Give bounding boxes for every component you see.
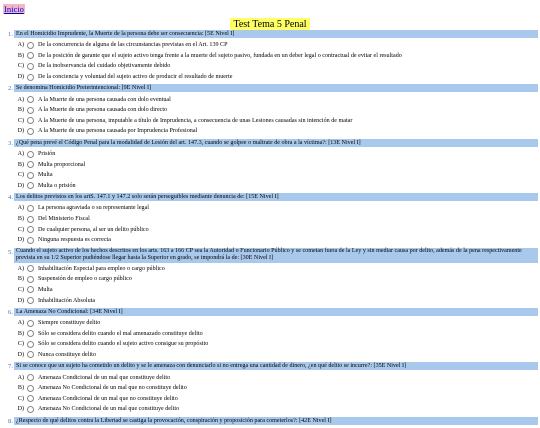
answer-option[interactable]: [0, 116, 540, 127]
option-label: A la Muerte de una persona, imputable a título de Imprudencia, a consecuencia de unas Lesiones causadas sin intención de matar: [38, 117, 353, 124]
question-number: 8.: [8, 417, 13, 425]
option-letter: A): [17, 42, 24, 49]
option-letter: B): [17, 330, 24, 337]
option-letter: A): [17, 151, 24, 158]
question-4: [0, 193, 540, 245]
radio-button[interactable]: [27, 226, 34, 233]
option-label: Prisión: [38, 151, 56, 158]
question-text-bar: [14, 139, 538, 147]
answer-option[interactable]: [0, 328, 540, 339]
options-list: [0, 318, 540, 360]
answer-option[interactable]: [0, 105, 540, 116]
radio-button[interactable]: [27, 52, 34, 59]
option-label: Siempre constituye delito: [38, 320, 101, 327]
answer-option[interactable]: [0, 295, 540, 306]
radio-button[interactable]: [27, 63, 34, 70]
question-text: ¿Qué pena prevé el Código Penal para la modalidad de Lesión del art. 147.3, cuando se golpee o maltrate de obra a la víctima?: [13E Nivel I]: [16, 139, 361, 146]
radio-button[interactable]: [27, 351, 34, 358]
option-label: A la Muerte de una persona causada con dolo eventual: [38, 96, 171, 103]
question-text: Si se conoce que un sujeto ha cometido un delito y se le amenaza con denunciarlo si no entrega una cantidad de dinero, ¿en qué delito se incurre?: [35E Nivel I]: [16, 363, 407, 370]
answer-option[interactable]: [0, 181, 540, 192]
option-label: Amenaza No Condicional de un mal que constituye delito: [38, 406, 180, 413]
option-label: Multa: [38, 172, 53, 179]
options-list: [0, 40, 540, 82]
option-letter: D): [17, 237, 24, 244]
option-label: De la concurrencia de alguna de las circunstancias previstas en el Art. 139 CP: [38, 42, 228, 49]
radio-button[interactable]: [27, 237, 34, 244]
option-label: Multa proporcional: [38, 161, 86, 168]
option-label: Amenaza Condicional de un mal que no constituye delito: [38, 395, 178, 402]
answer-option[interactable]: [0, 264, 540, 275]
radio-button[interactable]: [27, 42, 34, 49]
radio-button[interactable]: [27, 374, 34, 381]
answer-option[interactable]: [0, 285, 540, 296]
question-header: [2, 30, 538, 39]
options-list: [0, 94, 540, 136]
option-letter: A): [17, 265, 24, 272]
answer-option[interactable]: [0, 339, 540, 350]
radio-button[interactable]: [27, 74, 34, 81]
question-number: 7.: [8, 363, 13, 371]
question-text: Los delitos previstos en los artS. 147.1 y 147.2 solo serán perseguibles mediante denuncia de: [15E Nivel I]: [16, 194, 279, 201]
answer-option[interactable]: [0, 224, 540, 235]
option-letter: C): [17, 226, 24, 233]
option-label: Sólo se considera delito cuando el sujeto activo consigue su propósito: [38, 341, 209, 348]
answer-option[interactable]: [0, 372, 540, 383]
option-letter: C): [17, 172, 24, 179]
option-letter: D): [17, 351, 24, 358]
radio-button[interactable]: [27, 107, 34, 114]
answer-option[interactable]: [0, 235, 540, 246]
option-letter: C): [17, 63, 24, 70]
question-text: Cuando el sujeto activo de los hechos descritos en los arts. 163 a 166 CP sea la Autoridad o Funcionario Público y se cometan fuera de la Ley y sin mediar causa por delito, además de la pena respectivamente prevista en su 1/2 Superior pudiéndose llegar hasta la Superior en grado, se impondrá la de: [30E Nivel I]: [16, 247, 522, 261]
answer-option[interactable]: [0, 51, 540, 62]
radio-button[interactable]: [27, 216, 34, 223]
options-list: [0, 149, 540, 191]
options-list: [0, 203, 540, 245]
options-list: [0, 264, 540, 306]
radio-button[interactable]: [27, 406, 34, 413]
question-2: [0, 84, 540, 136]
question-text: La Amenaza No Condicional: [34E Nivel I]: [16, 308, 123, 315]
answer-option[interactable]: [0, 149, 540, 160]
radio-button[interactable]: [27, 395, 34, 402]
question-header: [2, 417, 538, 426]
answer-option[interactable]: [0, 383, 540, 394]
option-label: Amenaza No Condicional de un mal que no constituye delito: [38, 385, 187, 392]
question-number: 6.: [8, 308, 13, 316]
option-label: Inhabilitación Especial para empleo o cargo público: [38, 265, 165, 272]
option-letter: B): [17, 385, 24, 392]
option-letter: D): [17, 128, 24, 135]
question-text: En el Homicidio Imprudente, la Muerte de la persona debe ser consecuencia: [5E Nivel I]: [16, 31, 235, 37]
option-label: Del Ministerio Fiscal: [38, 216, 90, 223]
option-label: De la conciencia y voluntad del sujeto activo de producir el resultado de muerte: [38, 74, 233, 81]
option-letter: D): [17, 297, 24, 304]
radio-button[interactable]: [27, 385, 34, 392]
option-label: A la Muerte de una persona causada con dolo directo: [38, 107, 168, 114]
option-label: Nunca constituye delito: [38, 351, 96, 358]
question-3: [0, 139, 540, 191]
option-letter: B): [17, 52, 24, 59]
answer-option[interactable]: [0, 214, 540, 225]
option-letter: D): [17, 182, 24, 189]
question-header: [2, 248, 538, 263]
option-letter: A): [17, 205, 24, 212]
option-label: De la posición de garante que el sujeto activo tenga frente a la muerte del sujeto pasivo, fundada en un deber legal o contractual de evitar el resultado: [38, 52, 402, 59]
answer-option[interactable]: [0, 318, 540, 329]
option-label: A la Muerte de una persona causada por Imprudencia Profesional: [38, 128, 198, 135]
answer-option[interactable]: [0, 274, 540, 285]
question-text-bar: [14, 30, 538, 38]
option-label: Ninguna respuesta es correcta: [38, 237, 111, 244]
option-label: Sólo se considera delito cuando el mal amenazado constituye delito: [38, 330, 203, 337]
option-letter: B): [17, 276, 24, 283]
radio-button[interactable]: [27, 320, 34, 327]
question-number: 4.: [8, 194, 13, 202]
question-header: [2, 362, 538, 371]
question-text-bar: [14, 248, 538, 263]
question-text-bar: [14, 308, 538, 316]
question-text: ¿Respecto de qué delitos contra la Libertad se castiga la provocación, conspiración y proposición para cometerlos?: [42E Nivel I]: [16, 417, 332, 424]
question-text: Se denomina Homicidio Preterintencional: [9E Nivel I]: [16, 85, 152, 92]
option-label: Multa: [38, 286, 53, 293]
option-label: Amenaza Condicional de un mal que constituye delito: [38, 374, 171, 381]
option-label: La persona agraviada o su representante legal: [38, 205, 149, 212]
answer-option[interactable]: [0, 393, 540, 404]
page-title: Test Tema 5 Penal: [230, 18, 309, 32]
radio-button[interactable]: [27, 128, 34, 135]
option-label: De cualquier persona, al ser un delito público: [38, 226, 149, 233]
answer-option[interactable]: [0, 61, 540, 72]
option-letter: D): [17, 74, 24, 81]
question-8: [0, 417, 540, 426]
option-letter: B): [17, 107, 24, 114]
quiz-list: [0, 30, 540, 428]
radio-button[interactable]: [27, 205, 34, 212]
question-header: [2, 84, 538, 93]
question-1: [0, 30, 540, 82]
question-header: [2, 308, 538, 317]
question-5: [0, 248, 540, 306]
answer-option[interactable]: [0, 126, 540, 137]
radio-button[interactable]: [27, 161, 34, 168]
option-letter: B): [17, 161, 24, 168]
answer-option[interactable]: [0, 203, 540, 214]
question-number: 5.: [8, 248, 13, 256]
answer-option[interactable]: [0, 404, 540, 415]
radio-button[interactable]: [27, 286, 34, 293]
option-letter: C): [17, 117, 24, 124]
option-label: De la inobservancia del cuidado objetivamente debido: [38, 63, 171, 70]
question-number: 2.: [8, 85, 13, 93]
radio-button[interactable]: [27, 117, 34, 124]
radio-button[interactable]: [27, 182, 34, 189]
question-header: [2, 139, 538, 148]
question-6: [0, 308, 540, 360]
answer-option[interactable]: [0, 72, 540, 83]
radio-button[interactable]: [27, 151, 34, 158]
home-link[interactable]: Inicio: [4, 4, 24, 14]
question-header: [2, 193, 538, 202]
options-list: [0, 372, 540, 414]
question-text-bar: [14, 362, 538, 370]
option-letter: C): [17, 286, 24, 293]
question-text-bar: [14, 193, 538, 201]
radio-button[interactable]: [27, 297, 34, 304]
option-label: Inhabilitación Absoluta: [38, 297, 96, 304]
radio-button[interactable]: [27, 265, 34, 272]
option-label: Multa o prisión: [38, 182, 76, 189]
answer-option[interactable]: [0, 170, 540, 181]
question-7: [0, 362, 540, 414]
answer-option[interactable]: [0, 40, 540, 51]
question-number: 1.: [8, 31, 13, 38]
radio-button[interactable]: [27, 276, 34, 283]
radio-button[interactable]: [27, 341, 34, 348]
question-text-bar: [14, 84, 538, 92]
option-letter: C): [17, 341, 24, 348]
radio-button[interactable]: [27, 330, 34, 337]
radio-button[interactable]: [27, 96, 34, 103]
option-letter: A): [17, 320, 24, 327]
radio-button[interactable]: [27, 172, 34, 179]
option-letter: A): [17, 96, 24, 103]
option-letter: B): [17, 216, 24, 223]
option-letter: C): [17, 395, 24, 402]
option-letter: A): [17, 374, 24, 381]
answer-option[interactable]: [0, 94, 540, 105]
answer-option[interactable]: [0, 159, 540, 170]
answer-option[interactable]: [0, 350, 540, 361]
question-text-bar: [14, 417, 538, 425]
option-label: Suspensión de empleo o cargo público: [38, 276, 132, 283]
question-number: 3.: [8, 139, 13, 147]
option-letter: D): [17, 406, 24, 413]
